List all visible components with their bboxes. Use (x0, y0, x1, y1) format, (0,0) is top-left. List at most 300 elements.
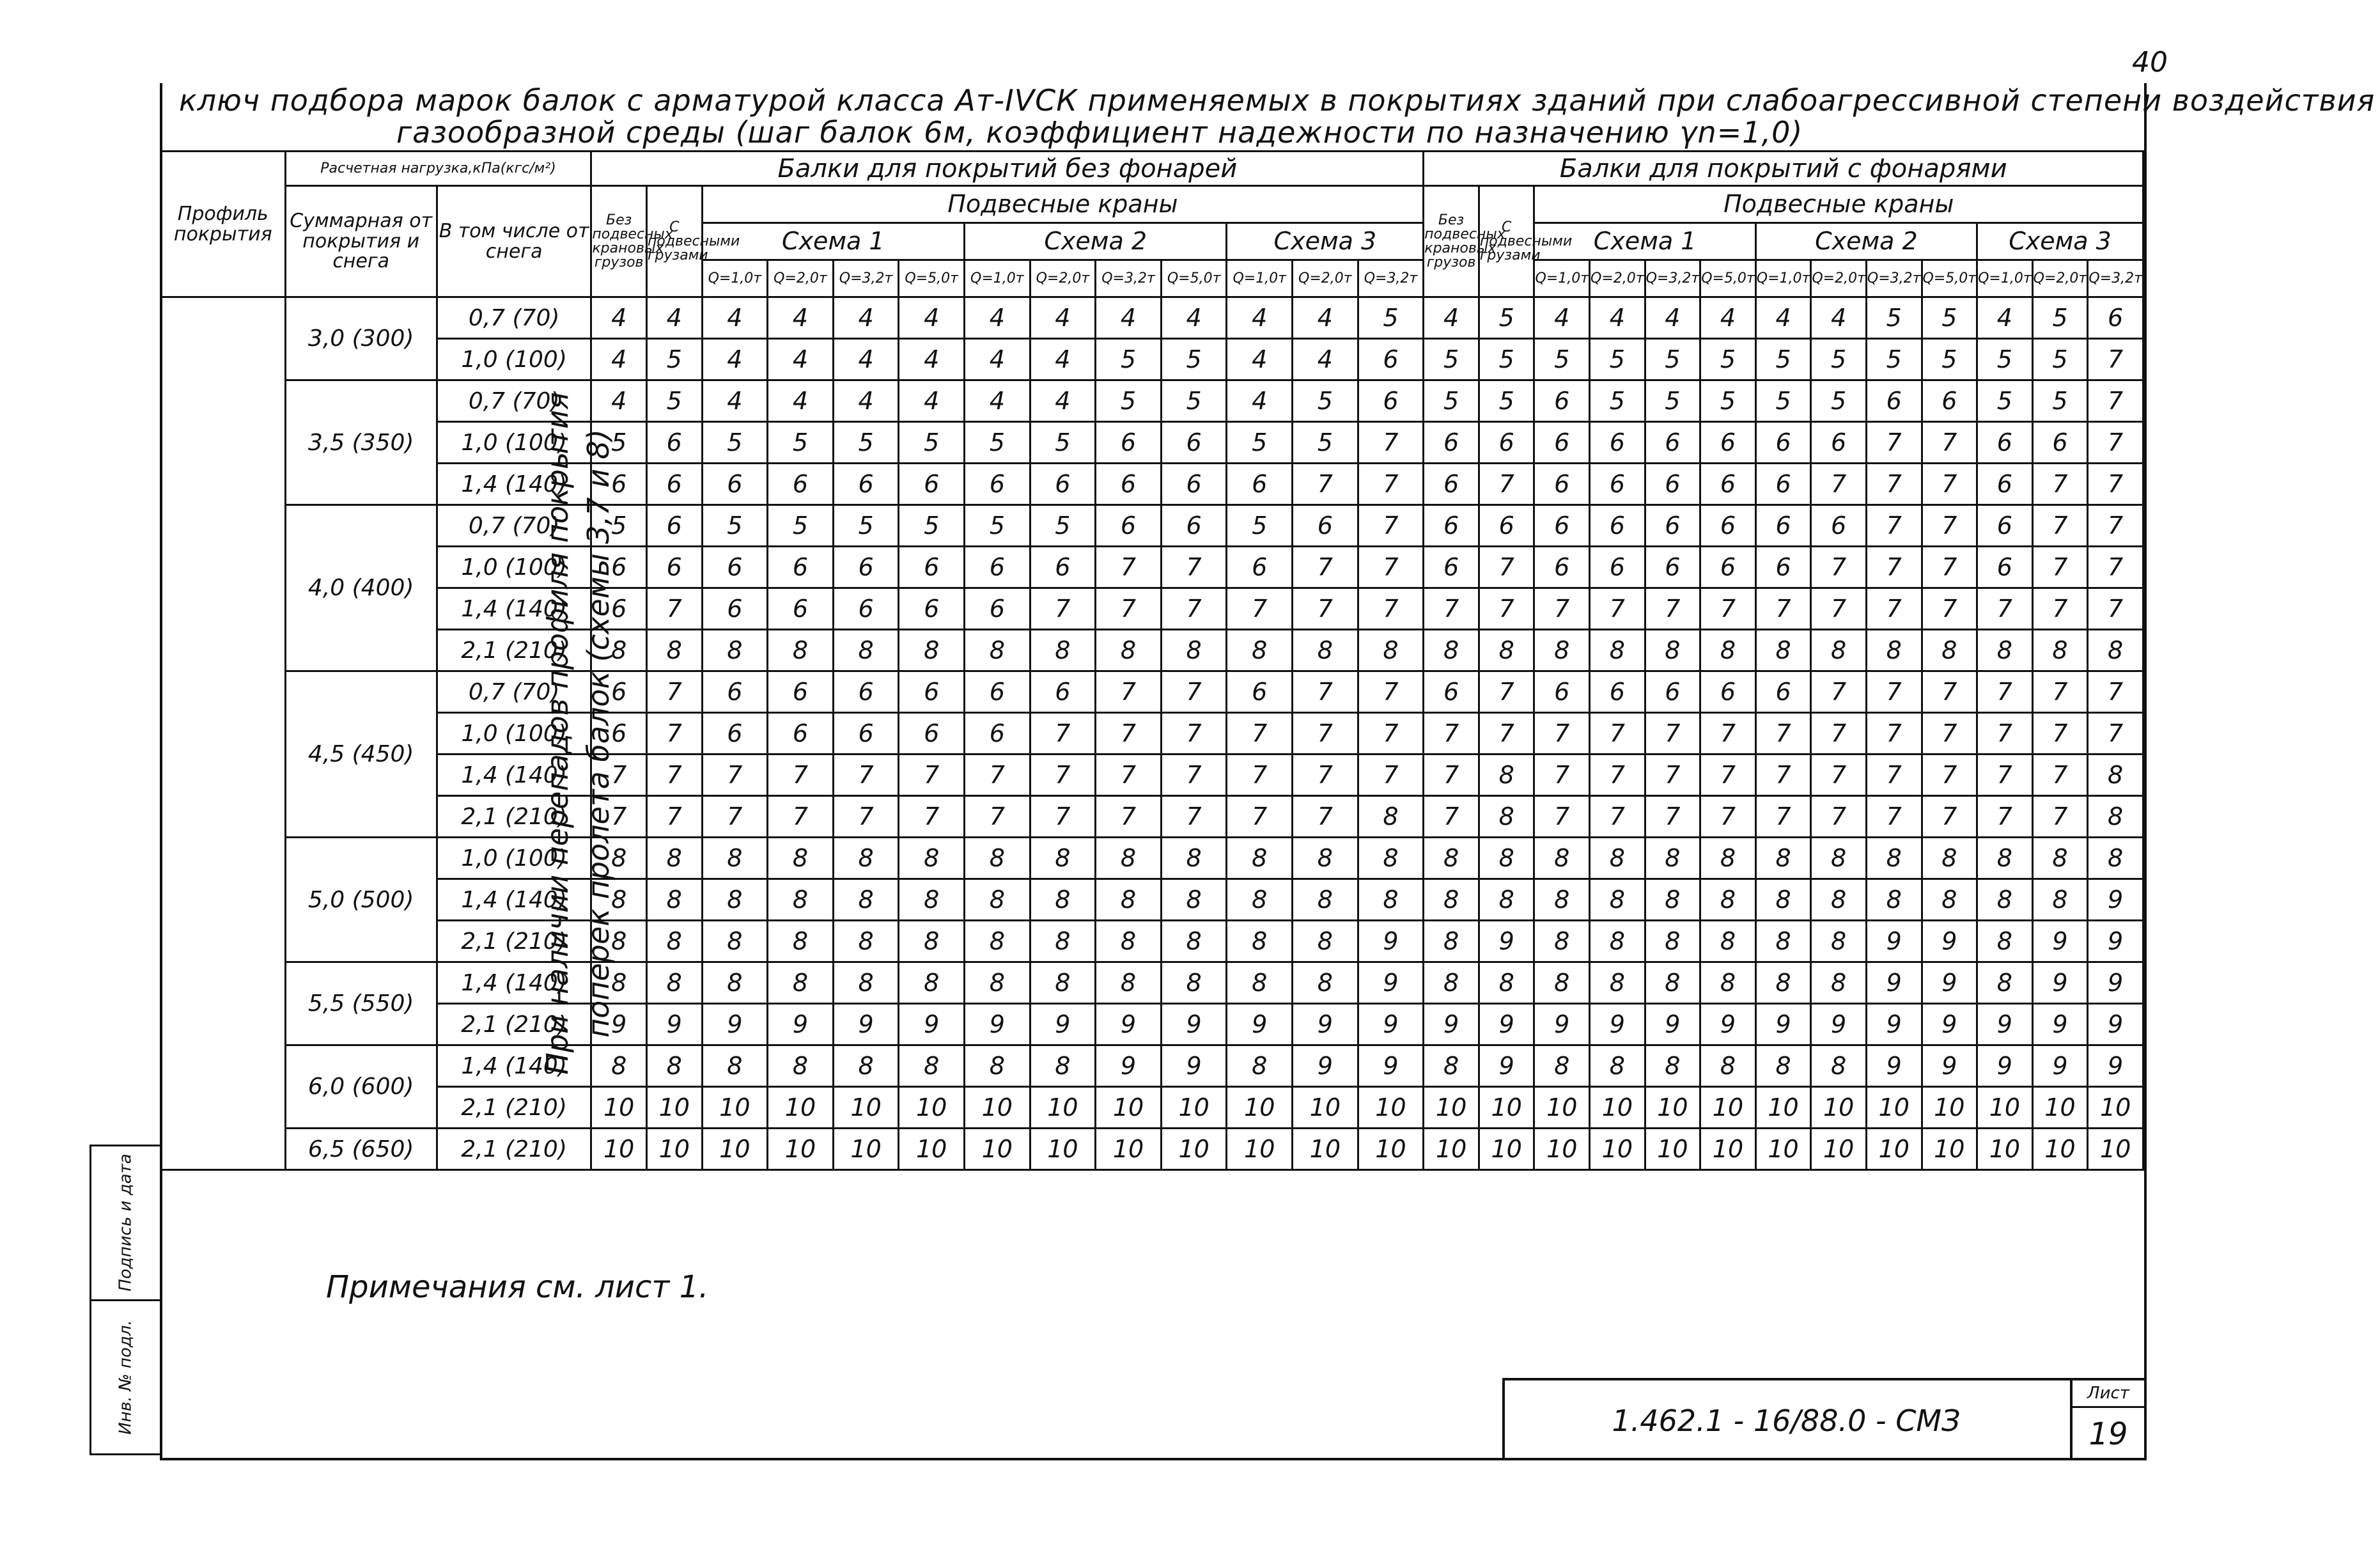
beam-mark-cell: 9 (1866, 921, 1922, 962)
beam-mark-cell: 7 (1424, 713, 1479, 754)
beam-mark-cell: 7 (1096, 713, 1162, 754)
beam-mark-cell: 10 (1977, 1087, 2033, 1129)
beam-mark-cell: 10 (1755, 1087, 1811, 1129)
beam-mark-cell: 9 (1358, 1004, 1424, 1045)
beam-mark-cell: 8 (1534, 1045, 1590, 1087)
beam-mark-cell: 8 (768, 879, 834, 921)
beam-mark-cell: 4 (1030, 339, 1096, 380)
header-crane-load: Q=3,2т (1645, 260, 1700, 297)
beam-mark-cell: 8 (1161, 921, 1227, 962)
beam-selection-table (160, 150, 2144, 1171)
beam-mark-cell: 9 (1922, 1045, 1977, 1087)
beam-mark-cell: 7 (1227, 713, 1293, 754)
beam-mark-cell: 5 (702, 422, 768, 464)
beam-mark-cell: 8 (2088, 838, 2143, 879)
beam-mark-cell: 8 (1293, 630, 1358, 671)
beam-mark-cell: 7 (1866, 505, 1922, 547)
header-crane-load: Q=2,0т (1811, 260, 1867, 297)
beam-mark-cell: 8 (646, 921, 702, 962)
beam-mark-cell: 4 (1590, 297, 1645, 339)
beam-mark-cell: 7 (1293, 588, 1358, 630)
beam-mark-cell: 4 (1030, 380, 1096, 422)
beam-mark-cell: 6 (1096, 422, 1162, 464)
beam-mark-cell: 7 (2032, 547, 2088, 588)
beam-mark-cell: 8 (899, 1045, 965, 1087)
header-scheme-b-3: Схема 3 (1977, 223, 2143, 260)
beam-mark-cell: 8 (1700, 1045, 1756, 1087)
beam-mark-cell: 6 (768, 671, 834, 713)
beam-mark-cell: 5 (1755, 339, 1811, 380)
sheet-number: 19 (2088, 1416, 2128, 1452)
beam-mark-cell: 8 (964, 630, 1030, 671)
beam-mark-cell: 7 (1293, 713, 1358, 754)
beam-mark-cell: 9 (1811, 1004, 1867, 1045)
beam-mark-cell: 7 (833, 754, 899, 796)
beam-mark-cell: 7 (1922, 547, 1977, 588)
beam-mark-cell: 6 (2088, 297, 2143, 339)
beam-mark-cell: 6 (1700, 671, 1756, 713)
beam-mark-cell: 7 (1866, 547, 1922, 588)
beam-mark-cell: 8 (591, 921, 647, 962)
stamp-column (89, 1145, 162, 1455)
beam-mark-cell: 6 (768, 547, 834, 588)
beam-mark-cell: 10 (1096, 1129, 1162, 1170)
beam-mark-cell: 6 (702, 547, 768, 588)
beam-mark-cell: 7 (899, 796, 965, 838)
beam-mark-cell: 7 (1922, 422, 1977, 464)
beam-mark-cell: 8 (899, 879, 965, 921)
beam-mark-cell: 5 (646, 339, 702, 380)
beam-mark-cell: 6 (1161, 505, 1227, 547)
beam-mark-cell: 5 (1700, 380, 1756, 422)
beam-mark-cell: 9 (1293, 1004, 1358, 1045)
beam-mark-cell: 4 (1030, 297, 1096, 339)
beam-mark-cell: 7 (1866, 754, 1922, 796)
beam-mark-cell: 8 (1700, 921, 1756, 962)
beam-mark-cell: 8 (591, 879, 647, 921)
header-crane-load: Q=1,0т (702, 260, 768, 297)
beam-mark-cell: 7 (1424, 796, 1479, 838)
beam-mark-cell: 8 (646, 962, 702, 1004)
beam-mark-cell: 7 (1030, 588, 1096, 630)
beam-mark-cell: 7 (2088, 547, 2143, 588)
snow-load-cell: 0,7 (70) (437, 671, 591, 713)
beam-mark-cell: 6 (1700, 464, 1756, 505)
beam-mark-cell: 5 (1700, 339, 1756, 380)
beam-mark-cell: 7 (702, 754, 768, 796)
beam-mark-cell: 8 (1700, 879, 1756, 921)
beam-mark-cell: 10 (1534, 1087, 1590, 1129)
beam-mark-cell: 8 (591, 630, 647, 671)
beam-mark-cell: 4 (1645, 297, 1700, 339)
beam-mark-cell: 8 (1030, 630, 1096, 671)
header-crane-load: Q=3,2т (1866, 260, 1922, 297)
beam-mark-cell: 6 (1358, 380, 1424, 422)
beam-mark-cell: 8 (1755, 921, 1811, 962)
beam-mark-cell: 9 (1866, 1045, 1922, 1087)
beam-mark-cell: 10 (1479, 1129, 1534, 1170)
beam-mark-cell: 6 (899, 464, 965, 505)
beam-mark-cell: 9 (1755, 1004, 1811, 1045)
beam-mark-cell: 10 (2088, 1087, 2143, 1129)
beam-mark-cell: 5 (768, 422, 834, 464)
beam-mark-cell: 8 (1358, 796, 1424, 838)
table-row (161, 838, 2143, 879)
beam-mark-cell: 7 (1755, 588, 1811, 630)
beam-mark-cell: 8 (1645, 962, 1700, 1004)
beam-mark-cell: 4 (1424, 297, 1479, 339)
beam-mark-cell: 7 (2032, 796, 2088, 838)
beam-mark-cell: 8 (1030, 962, 1096, 1004)
beam-mark-cell: 6 (1811, 505, 1867, 547)
beam-mark-cell: 8 (1293, 921, 1358, 962)
beam-mark-cell: 5 (702, 505, 768, 547)
title-block (1502, 1378, 2144, 1460)
beam-mark-cell: 6 (1293, 505, 1358, 547)
beam-mark-cell: 9 (702, 1004, 768, 1045)
beam-mark-cell: 8 (1227, 838, 1293, 879)
beam-mark-cell: 7 (1096, 547, 1162, 588)
snow-load-cell: 1,4 (140) (437, 962, 591, 1004)
snow-load-cell: 1,4 (140) (437, 464, 591, 505)
snow-load-cell: 1,4 (140) (437, 754, 591, 796)
beam-mark-cell: 8 (1977, 921, 2033, 962)
stamp-sign: Подпись и дата (116, 1153, 136, 1292)
beam-mark-cell: 6 (702, 671, 768, 713)
beam-mark-cell: 10 (591, 1129, 647, 1170)
beam-mark-cell: 10 (899, 1129, 965, 1170)
beam-mark-cell: 6 (1977, 547, 2033, 588)
beam-mark-cell: 5 (1811, 380, 1867, 422)
beam-mark-cell: 6 (2032, 422, 2088, 464)
beam-mark-cell: 7 (1922, 754, 1977, 796)
beam-mark-cell: 6 (1700, 547, 1756, 588)
beam-mark-cell: 10 (1030, 1087, 1096, 1129)
beam-mark-cell: 8 (1161, 630, 1227, 671)
header-scheme-a-2: Схема 2 (964, 223, 1226, 260)
beam-mark-cell: 5 (1227, 422, 1293, 464)
total-load-cell: 6,5 (650) (285, 1129, 437, 1170)
beam-mark-cell: 8 (1227, 879, 1293, 921)
beam-mark-cell: 8 (1645, 630, 1700, 671)
header-scheme-b-2: Схема 2 (1755, 223, 1977, 260)
beam-mark-cell: 8 (964, 879, 1030, 921)
beam-mark-cell: 8 (1424, 838, 1479, 879)
beam-mark-cell: 7 (1161, 713, 1227, 754)
beam-mark-cell: 10 (768, 1087, 834, 1129)
beam-mark-cell: 5 (1424, 380, 1479, 422)
beam-mark-cell: 4 (1227, 339, 1293, 380)
side-label (537, 317, 619, 1150)
beam-mark-cell: 9 (1358, 921, 1424, 962)
beam-mark-cell: 5 (1977, 339, 2033, 380)
notes: Примечания см. лист 1. (326, 1269, 709, 1305)
beam-mark-cell: 8 (833, 630, 899, 671)
beam-mark-cell: 10 (1866, 1087, 1922, 1129)
beam-mark-cell: 5 (899, 422, 965, 464)
beam-mark-cell: 8 (1811, 838, 1867, 879)
header-crane-load: Q=5,0т (899, 260, 965, 297)
beam-mark-cell: 8 (1922, 879, 1977, 921)
beam-mark-cell: 9 (1293, 1045, 1358, 1087)
stamp-inv-cell (91, 1301, 160, 1454)
beam-mark-cell: 9 (1922, 1004, 1977, 1045)
beam-mark-cell: 7 (1358, 754, 1424, 796)
beam-mark-cell: 8 (2032, 879, 2088, 921)
beam-mark-cell: 8 (1590, 1045, 1645, 1087)
beam-mark-cell: 7 (1866, 422, 1922, 464)
beam-mark-cell: 8 (1811, 962, 1867, 1004)
beam-mark-cell: 7 (591, 796, 647, 838)
beam-mark-cell: 7 (2088, 380, 2143, 422)
beam-mark-cell: 6 (646, 547, 702, 588)
beam-mark-cell: 7 (833, 796, 899, 838)
beam-mark-cell: 5 (1096, 339, 1162, 380)
beam-mark-cell: 8 (646, 1045, 702, 1087)
beam-mark-cell: 6 (1424, 464, 1479, 505)
beam-mark-cell: 7 (2088, 671, 2143, 713)
beam-mark-cell: 8 (1755, 838, 1811, 879)
beam-mark-cell: 7 (646, 671, 702, 713)
beam-mark-cell: 8 (1755, 1045, 1811, 1087)
beam-mark-cell: 7 (1096, 671, 1162, 713)
beam-mark-cell: 7 (2032, 505, 2088, 547)
beam-mark-cell: 7 (1977, 713, 2033, 754)
beam-mark-cell: 7 (1293, 671, 1358, 713)
beam-mark-cell: 4 (591, 339, 647, 380)
beam-mark-cell: 7 (1358, 505, 1424, 547)
beam-mark-cell: 7 (1096, 796, 1162, 838)
table-row (161, 297, 2143, 339)
beam-mark-cell: 6 (1534, 671, 1590, 713)
beam-mark-cell: 7 (2088, 339, 2143, 380)
beam-mark-cell: 7 (2088, 588, 2143, 630)
beam-mark-cell: 7 (1755, 713, 1811, 754)
beam-mark-cell: 8 (1645, 838, 1700, 879)
beam-mark-cell: 8 (1590, 879, 1645, 921)
snow-load-cell: 2,1 (210) (437, 1129, 591, 1170)
beam-mark-cell: 7 (1161, 547, 1227, 588)
beam-mark-cell: 10 (1922, 1129, 1977, 1170)
beam-mark-cell: 6 (1590, 505, 1645, 547)
beam-mark-cell: 8 (1866, 879, 1922, 921)
beam-mark-cell: 10 (1700, 1087, 1756, 1129)
beam-mark-cell: 7 (1227, 796, 1293, 838)
beam-mark-cell: 6 (1096, 505, 1162, 547)
beam-mark-cell: 6 (833, 671, 899, 713)
table-row (161, 547, 2143, 588)
beam-mark-cell: 7 (1755, 754, 1811, 796)
beam-selection-table-wrap (160, 150, 2144, 1171)
beam-mark-cell: 8 (1161, 962, 1227, 1004)
sheet-box (2070, 1380, 2144, 1460)
beam-mark-cell: 5 (1922, 297, 1977, 339)
beam-mark-cell: 4 (768, 380, 834, 422)
beam-mark-cell: 9 (1700, 1004, 1756, 1045)
beam-mark-cell: 5 (1534, 339, 1590, 380)
beam-mark-cell: 8 (1811, 921, 1867, 962)
beam-mark-cell: 6 (646, 505, 702, 547)
beam-mark-cell: 4 (1161, 297, 1227, 339)
beam-mark-cell: 9 (1161, 1004, 1227, 1045)
beam-mark-cell: 7 (1590, 796, 1645, 838)
beam-mark-cell: 5 (964, 505, 1030, 547)
header-crane-load: Q=1,0т (1227, 260, 1293, 297)
beam-mark-cell: 4 (964, 297, 1030, 339)
beam-mark-cell: 6 (899, 588, 965, 630)
beam-mark-cell: 9 (2088, 879, 2143, 921)
beam-mark-cell: 7 (1479, 464, 1534, 505)
beam-mark-cell: 9 (1922, 962, 1977, 1004)
beam-mark-cell: 8 (1866, 630, 1922, 671)
beam-mark-cell: 7 (1293, 754, 1358, 796)
beam-mark-cell: 8 (964, 838, 1030, 879)
header-scheme-a-3: Схема 3 (1227, 223, 1424, 260)
beam-mark-cell: 10 (1358, 1087, 1424, 1129)
beam-mark-cell: 9 (1227, 1004, 1293, 1045)
beam-mark-cell: 4 (1700, 297, 1756, 339)
beam-mark-cell: 9 (1866, 962, 1922, 1004)
beam-mark-cell: 6 (899, 547, 965, 588)
beam-mark-cell: 8 (768, 1045, 834, 1087)
beam-mark-cell: 5 (1030, 505, 1096, 547)
beam-mark-cell: 7 (2088, 505, 2143, 547)
beam-mark-cell: 6 (1755, 671, 1811, 713)
beam-mark-cell: 7 (1866, 464, 1922, 505)
beam-mark-cell: 7 (1030, 796, 1096, 838)
beam-mark-cell: 8 (1534, 921, 1590, 962)
header-no-crane-a: Без подвесных крановых грузов (591, 186, 647, 297)
beam-mark-cell: 6 (1534, 547, 1590, 588)
beam-mark-cell: 5 (1755, 380, 1811, 422)
snow-load-cell: 2,1 (210) (437, 796, 591, 838)
beam-mark-cell: 8 (1590, 962, 1645, 1004)
beam-mark-cell: 8 (1096, 921, 1162, 962)
beam-mark-cell: 7 (964, 754, 1030, 796)
beam-mark-cell: 6 (702, 588, 768, 630)
snow-load-cell: 1,4 (140) (437, 588, 591, 630)
side-label-line2: поперек пролета балок (схемы 3,7 и 8) (581, 429, 616, 1038)
beam-mark-cell: 7 (1161, 588, 1227, 630)
beam-mark-cell: 6 (1424, 547, 1479, 588)
beam-mark-cell: 8 (1590, 630, 1645, 671)
total-load-cell: 3,0 (300) (285, 297, 437, 380)
beam-mark-cell: 7 (1030, 713, 1096, 754)
beam-mark-cell: 8 (1227, 630, 1293, 671)
beam-mark-cell: 6 (591, 588, 647, 630)
header-no-crane-b: Без подвесных крановых грузов (1424, 186, 1479, 297)
beam-mark-cell: 7 (646, 588, 702, 630)
beam-mark-cell: 10 (1293, 1087, 1358, 1129)
header-crane-load: Q=2,0т (1293, 260, 1358, 297)
beam-mark-cell: 10 (1358, 1129, 1424, 1170)
table-row (161, 1004, 2143, 1045)
snow-load-cell: 1,0 (100) (437, 838, 591, 879)
table-row (161, 505, 2143, 547)
beam-mark-cell: 7 (1700, 754, 1756, 796)
beam-mark-cell: 7 (1811, 671, 1867, 713)
beam-mark-cell: 7 (1645, 754, 1700, 796)
beam-mark-cell: 4 (1293, 297, 1358, 339)
table-row (161, 921, 2143, 962)
beam-mark-cell: 9 (1977, 1045, 2033, 1087)
beam-mark-cell: 10 (1811, 1087, 1867, 1129)
beam-mark-cell: 4 (702, 380, 768, 422)
header-scheme-b-1: Схема 1 (1534, 223, 1755, 260)
beam-mark-cell: 8 (1534, 879, 1590, 921)
beam-mark-cell: 8 (1096, 630, 1162, 671)
table-row (161, 422, 2143, 464)
beam-mark-cell: 10 (1424, 1087, 1479, 1129)
beam-mark-cell: 8 (1534, 962, 1590, 1004)
beam-mark-cell: 9 (1161, 1045, 1227, 1087)
beam-mark-cell: 7 (1534, 754, 1590, 796)
beam-mark-cell: 10 (1811, 1129, 1867, 1170)
beam-mark-cell: 7 (1866, 588, 1922, 630)
beam-mark-cell: 7 (646, 796, 702, 838)
beam-mark-cell: 7 (591, 754, 647, 796)
beam-mark-cell: 10 (1645, 1087, 1700, 1129)
beam-mark-cell: 6 (1590, 671, 1645, 713)
beam-mark-cell: 7 (2032, 588, 2088, 630)
beam-mark-cell: 5 (1479, 380, 1534, 422)
beam-mark-cell: 5 (591, 422, 647, 464)
beam-mark-cell: 7 (1030, 754, 1096, 796)
beam-mark-cell: 10 (1922, 1087, 1977, 1129)
beam-mark-cell: 5 (1811, 339, 1867, 380)
beam-mark-cell: 8 (1479, 630, 1534, 671)
table-title-line2: газообразной среды (шаг балок 6м, коэффициент надежности по назначению γn=1,0) (396, 115, 1803, 150)
beam-mark-cell: 6 (1030, 464, 1096, 505)
beam-mark-cell: 8 (1590, 921, 1645, 962)
beam-mark-cell: 10 (1030, 1129, 1096, 1170)
beam-mark-cell: 8 (1479, 879, 1534, 921)
beam-mark-cell: 9 (768, 1004, 834, 1045)
beam-mark-cell: 6 (1424, 671, 1479, 713)
beam-mark-cell: 8 (591, 1045, 647, 1087)
beam-mark-cell: 6 (1096, 464, 1162, 505)
beam-mark-cell: 6 (964, 671, 1030, 713)
snow-load-cell: 0,7 (70) (437, 380, 591, 422)
header-cranes-b: Подвесные краны (1534, 186, 2143, 223)
beam-mark-cell: 5 (1030, 422, 1096, 464)
beam-mark-cell: 6 (1922, 380, 1977, 422)
beam-mark-cell: 6 (964, 588, 1030, 630)
beam-mark-cell: 7 (1922, 671, 1977, 713)
beam-mark-cell: 7 (1534, 588, 1590, 630)
beam-mark-cell: 7 (646, 754, 702, 796)
beam-mark-cell: 5 (1645, 380, 1700, 422)
beam-mark-cell: 6 (591, 671, 647, 713)
beam-mark-cell: 8 (1479, 838, 1534, 879)
beam-mark-cell: 5 (2032, 339, 2088, 380)
page-number: 40 (2132, 46, 2168, 79)
beam-mark-cell: 7 (1866, 671, 1922, 713)
beam-mark-cell: 8 (1096, 838, 1162, 879)
beam-mark-cell: 7 (1811, 547, 1867, 588)
beam-mark-cell: 8 (833, 879, 899, 921)
beam-mark-cell: 8 (1424, 921, 1479, 962)
beam-mark-cell: 8 (2088, 796, 2143, 838)
beam-mark-cell: 10 (702, 1129, 768, 1170)
beam-mark-cell: 6 (1811, 422, 1867, 464)
beam-mark-cell: 7 (1755, 796, 1811, 838)
header-crane-load: Q=5,0т (1922, 260, 1977, 297)
beam-mark-cell: 4 (964, 339, 1030, 380)
beam-mark-cell: 8 (1424, 630, 1479, 671)
beam-mark-cell: 6 (899, 713, 965, 754)
beam-mark-cell: 7 (1358, 464, 1424, 505)
